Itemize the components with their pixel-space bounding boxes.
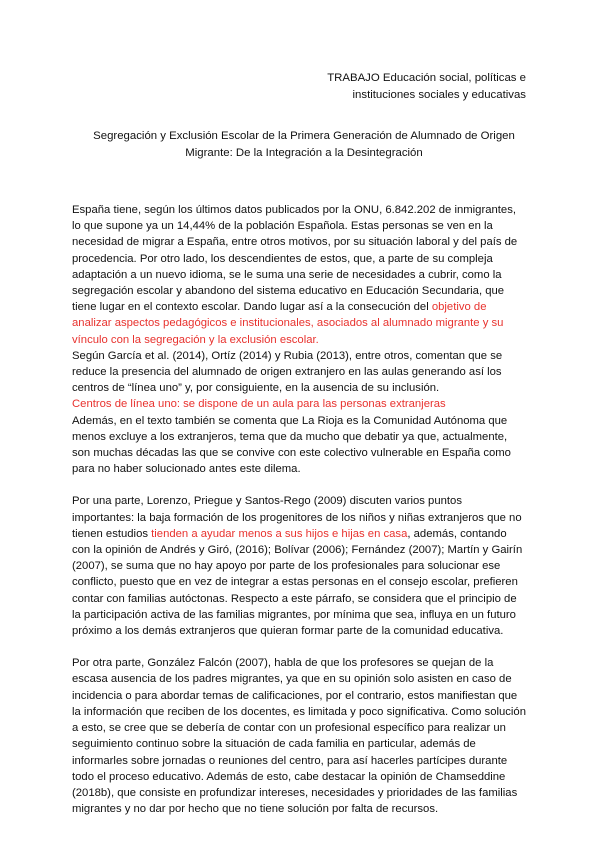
document-body bbox=[72, 202, 526, 817]
paragraph-4-highlight: tienden a ayudar menos a sus hijos e hijas en casa bbox=[151, 527, 408, 540]
paragraph-gap bbox=[72, 477, 526, 493]
paragraph-1-text: España tiene, según los últimos datos publicados por la ONU, 6.842.202 de inmigrantes, lo que supone ya un 14,44% de la población Española. Estas personas se ven en la necesidad de migrar a España, entre otros motivos, por su situación laboral y del país de procedencia. Por otro lado, los descendientes de estos, que, a parte de su compleja adaptación a un nuevo idioma, se le suma una serie de necesidades a cubrir, como la segregación escolar y abandono del sistema educativo en Educación Secundaria, que tiene lugar en el contexto escolar. Dando lugar así a la consecución del bbox=[72, 204, 518, 314]
header-line-2: instituciones sociales y educativas bbox=[352, 89, 526, 101]
paragraph-4-before: Por una parte, Lorenzo, Priegue y Santos-Rego (2009) discuten varios puntos importantes: la baja formación de los progenitores de los niños y niñas extranjeros que no tienen estudios bbox=[72, 495, 522, 540]
paragraph-gap bbox=[72, 639, 526, 655]
paragraph-2: Según García et al. (2014), Ortíz (2014) y Rubia (2013), entre otros, comentan que se reduce la presencia del alumnado de origen extranjero en las aulas generando así los centros de “línea uno” y, por consiguiente, en la ausencia de su inclusión. bbox=[72, 349, 503, 395]
paragraph-1-highlight: objetivo de analizar aspectos pedagógicos e institucionales, asociados al alumnado migrante y su vínculo con la segregación y la exclusión escolar. bbox=[72, 301, 504, 346]
header-line-1: TRABAJO Educación social, políticas e bbox=[327, 72, 526, 84]
paragraph-3: Además, en el texto también se comenta que La Rioja es la Comunidad Autónoma que menos excluye a los extranjeros, tema que da mucho que debatir ya que, actualmente, son muchas décadas las que se convive con este colectivo vulnerable en España como para no haber solucionado antes este dilema. bbox=[72, 414, 511, 476]
document-header bbox=[327, 70, 526, 104]
document-title bbox=[78, 128, 530, 162]
title-line-2: Migrante: De la Integración a la Desintegración bbox=[185, 147, 423, 159]
paragraph-4-after: , además, contando con la opinión de Andrés y Giró, (2016); Bolívar (2006); Fernández (2007); Martín y Gairín (2007), se suma que no hay apoyo por parte de los profesionales para solucionar ese conflicto, puesto que en vez de integrar a estas personas en el consejo escolar, prefieren contar con familias autóctonas. Respecto a este párrafo, se considera que el principio de la participación activa de las familias migrantes, por mínima que sea, influya en un futuro próximo a los demás extranjeros que quieran formar parte de la comunidad educativa. bbox=[72, 527, 523, 638]
paragraph-5: Por otra parte, González Falcón (2007), habla de que los profesores se quejan de la escasa ausencia de los padres migrantes, ya que en su opinión solo asisten en caso de incidencia o para abordar temas de calificaciones, por el contrario, estos manifiestan que la información que reciben de los docentes, es limitada y poco significativa. Como solución a esto, se cree que se debería de contar con un profesional específico para realizar un seguimiento continuo sobre la situación de cada familia en particular, además de informarles sobre jornadas o reuniones del centro, para así hacerles partícipes durante todo el proceso educativo. Además de esto, cabe destacar la opinión de Chamseddine (2018b), que consiste en profundizar intereses, necesidades y prioridades de las familias migrantes y no dar por hecho que no tiene solución por falta de recursos. bbox=[72, 657, 526, 816]
note-line-uno: Centros de línea uno: se dispone de un aula para las personas extranjeras bbox=[72, 398, 446, 411]
title-line-1: Segregación y Exclusión Escolar de la Primera Generación de Alumnado de Origen bbox=[93, 130, 515, 142]
paragraph-4 bbox=[72, 493, 526, 639]
paragraph-1 bbox=[72, 202, 526, 348]
